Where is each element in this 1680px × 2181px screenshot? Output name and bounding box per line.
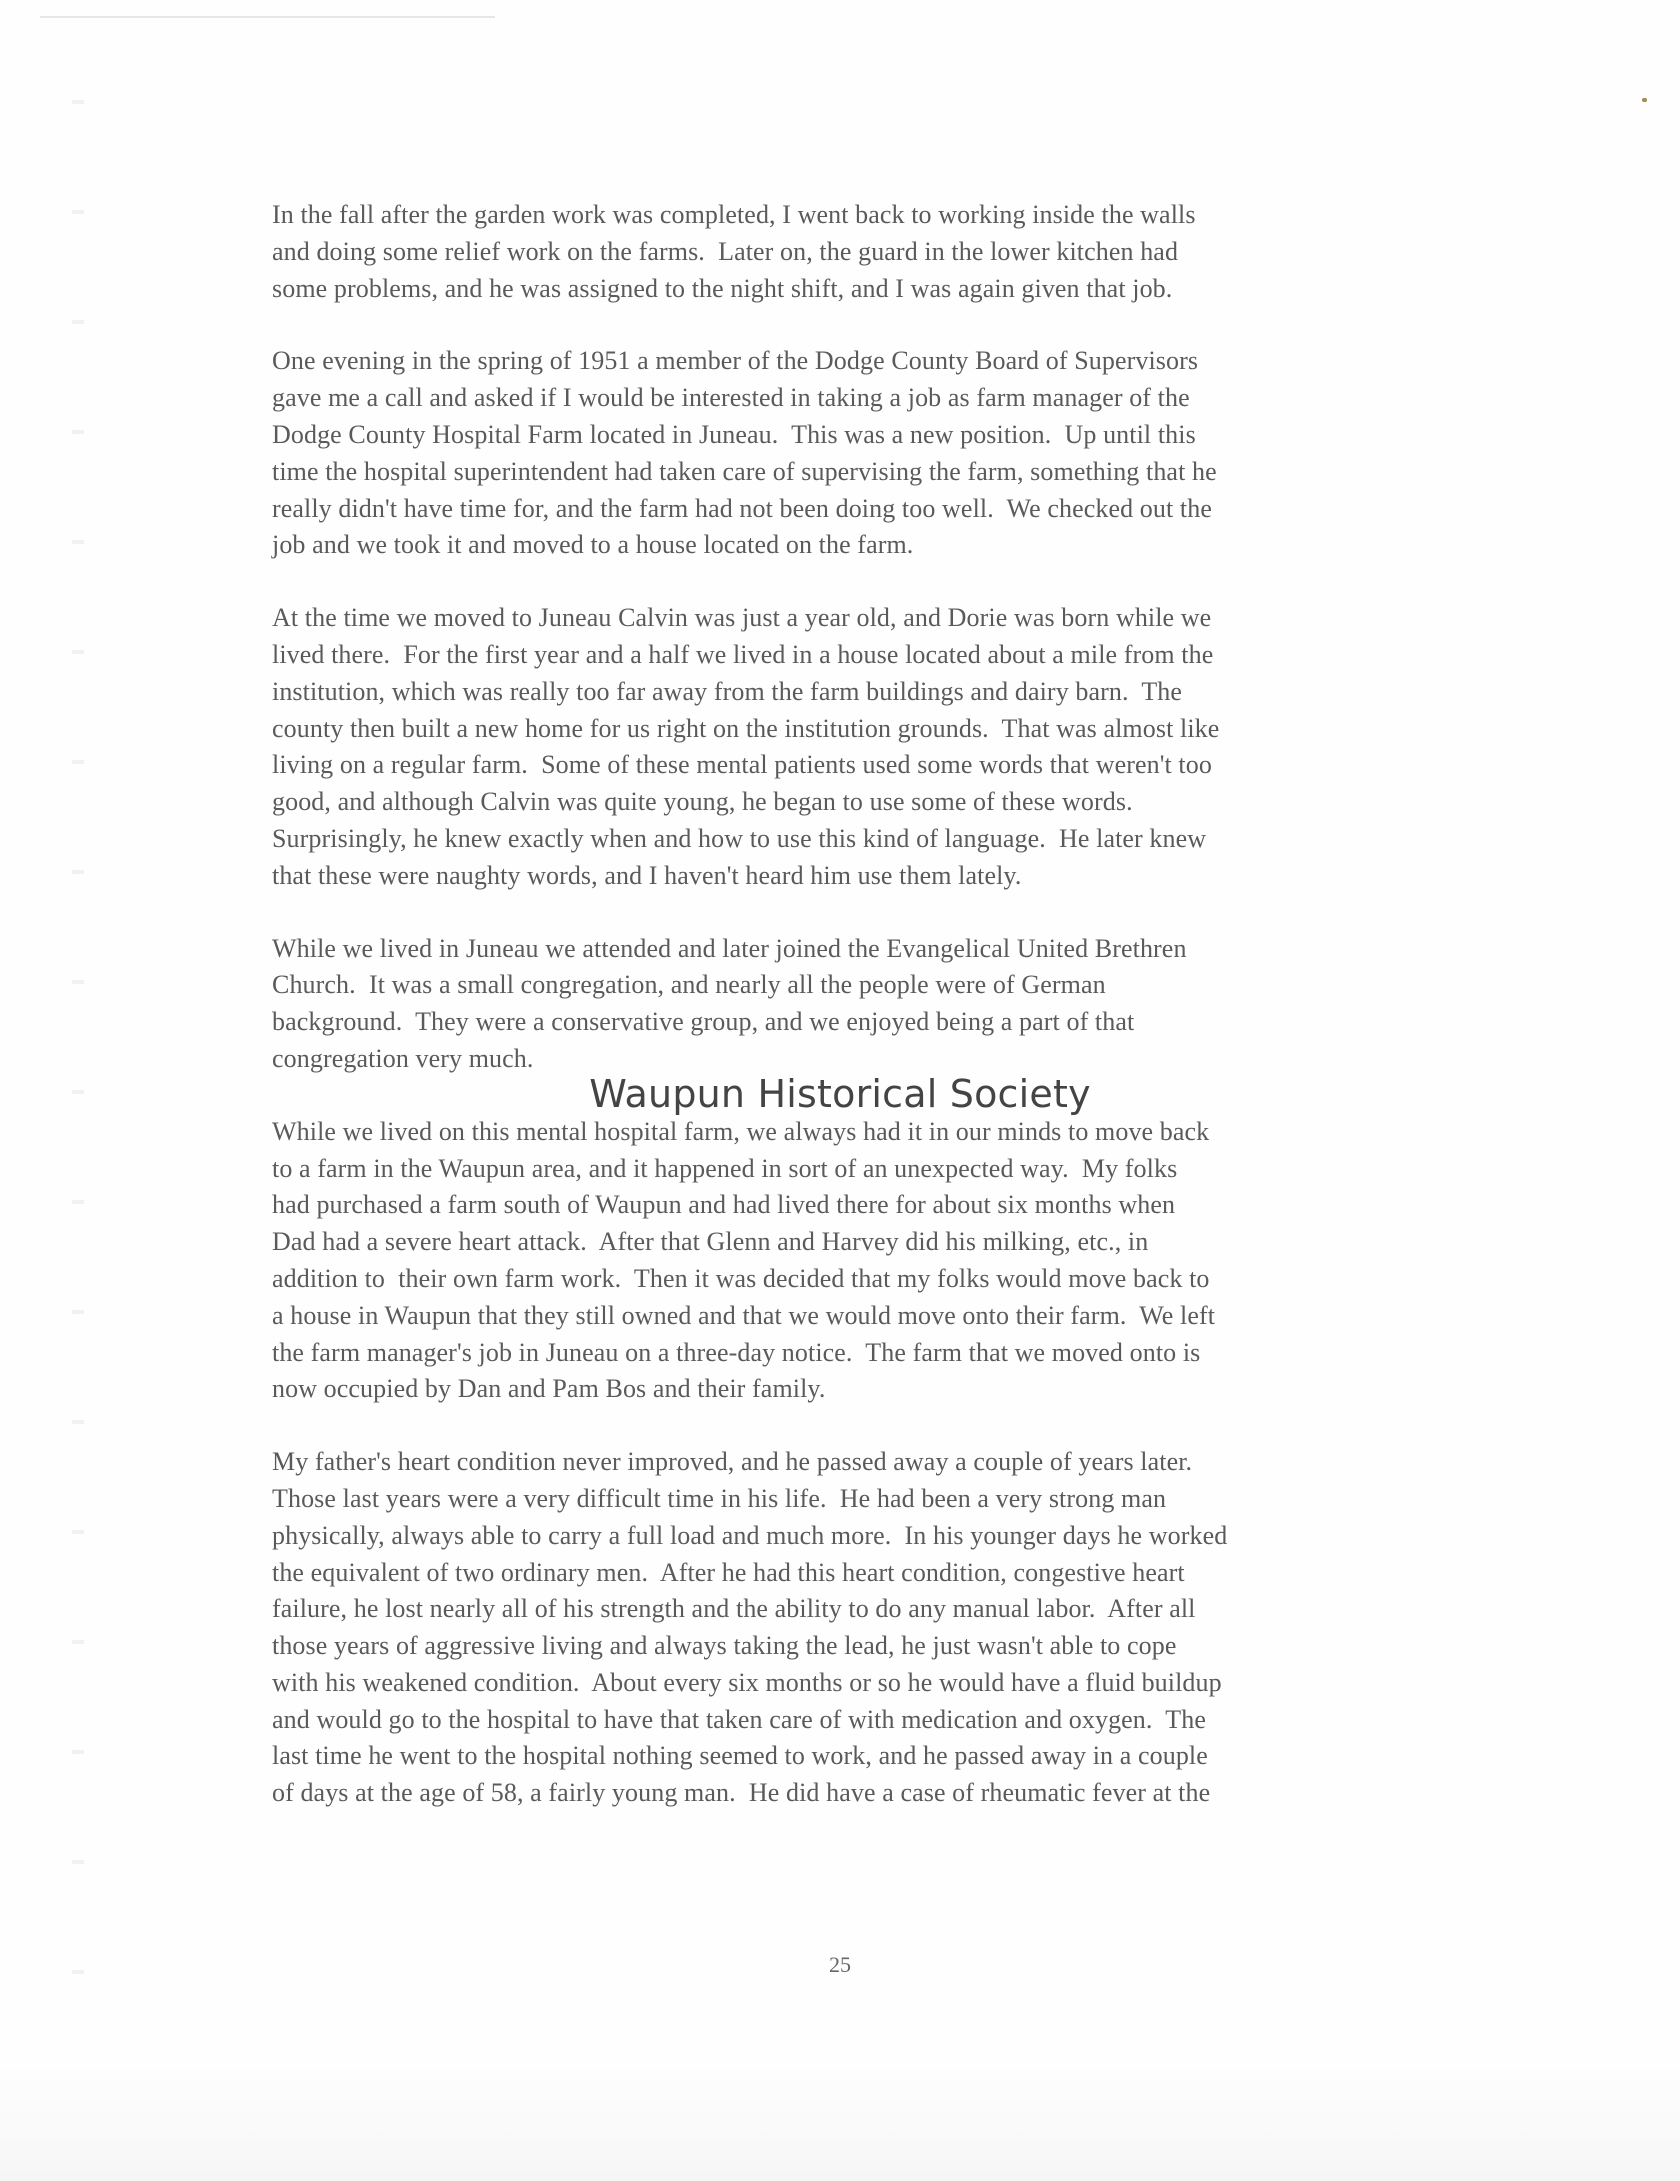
text-line: and doing some relief work on the farms. Later on, the guard in the lower kitchen had	[272, 236, 1179, 266]
text-line: One evening in the spring of 1951 a member of the Dodge County Board of Supervisors	[272, 346, 1199, 376]
scan-edge-line	[40, 16, 495, 18]
text-line: background. They were a conservative group, and we enjoyed being a part of that	[272, 1007, 1135, 1037]
scan-margin-marks	[72, 60, 84, 2080]
text-line: In the fall after the garden work was completed, I went back to working inside the walls	[272, 200, 1196, 229]
paragraph	[272, 600, 1412, 894]
text-line: failure, he lost nearly all of his strength and the ability to do any manual labor. After all	[272, 1594, 1196, 1624]
text-line: Those last years were a very difficult time in his life. He had been a very strong man	[272, 1483, 1167, 1513]
text-line: addition to their own farm work. Then it was decided that my folks would move back to	[272, 1263, 1210, 1293]
text-line: At the time we moved to Juneau Calvin was just a year old, and Dorie was born while we	[272, 603, 1212, 633]
text-line: congregation very much.	[272, 1043, 534, 1073]
paragraph	[272, 197, 1412, 307]
text-line: Dodge County Hospital Farm located in Juneau. This was a new position. Up until this	[272, 419, 1196, 449]
text-line: those years of aggressive living and always taking the lead, he just wasn't able to cope	[272, 1631, 1177, 1661]
text-line: lived there. For the first year and a half we lived in a house located about a mile from the	[272, 639, 1214, 669]
text-line: of days at the age of 58, a fairly young man. He did have a case of rheumatic fever at the	[272, 1778, 1211, 1808]
text-line: the farm manager's job in Juneau on a three-day notice. The farm that we moved onto is	[272, 1337, 1201, 1367]
paragraph	[272, 343, 1412, 564]
text-line: living on a regular farm. Some of these mental patients used some words that weren't too	[272, 750, 1212, 780]
text-line: physically, always able to carry a full load and much more. In his younger days he worked	[272, 1520, 1228, 1550]
text-line: and would go to the hospital to have that taken care of with medication and oxygen. The	[272, 1704, 1206, 1734]
text-line: last time he went to the hospital nothing seemed to work, and he passed away in a couple	[272, 1741, 1208, 1771]
paragraph	[272, 1114, 1412, 1408]
text-line: institution, which was really too far away from the farm buildings and dairy barn. The	[272, 676, 1183, 706]
text-line: Church. It was a small congregation, and nearly all the people were of German	[272, 970, 1106, 1000]
text-line: My father's heart condition never improved, and he passed away a couple of years later.	[272, 1447, 1193, 1477]
text-line: with his weakened condition. About every six months or so he would have a fluid buildup	[272, 1667, 1222, 1697]
scan-speck	[1642, 98, 1647, 102]
text-line: Surprisingly, he knew exactly when and how to use this kind of language. He later knew	[272, 823, 1207, 853]
text-line: the equivalent of two ordinary men. After he had this heart condition, congestive heart	[272, 1557, 1185, 1587]
text-line: county then built a new home for us right on the institution grounds. That was almost like	[272, 713, 1220, 743]
text-line: a house in Waupun that they still owned and that we would move onto their farm. We left	[272, 1300, 1216, 1330]
text-line: time the hospital superintendent had taken care of supervising the farm, something that he	[272, 456, 1217, 486]
text-line: that these were naughty words, and I haven't heard him use them lately.	[272, 860, 1022, 890]
watermark-text: Waupun Historical Society	[589, 1072, 1091, 1116]
text-line: gave me a call and asked if I would be interested in taking a job as farm manager of the	[272, 383, 1190, 413]
text-line: to a farm in the Waupun area, and it happened in sort of an unexpected way. My folks	[272, 1153, 1178, 1183]
text-line: While we lived on this mental hospital farm, we always had it in our minds to move back	[272, 1116, 1210, 1146]
text-line: some problems, and he was assigned to the night shift, and I was again given that job.	[272, 273, 1173, 303]
text-line: While we lived in Juneau we attended and later joined the Evangelical United Brethren	[272, 933, 1187, 963]
text-line: had purchased a farm south of Waupun and had lived there for about six months when	[272, 1190, 1176, 1220]
text-line: good, and although Calvin was quite young, he began to use some of these words.	[272, 787, 1133, 817]
paragraph	[272, 1444, 1412, 1812]
body-text	[272, 197, 1412, 1848]
text-line: really didn't have time for, and the farm had not been doing too well. We checked out the	[272, 493, 1212, 523]
paragraph	[272, 931, 1412, 1078]
text-line: now occupied by Dan and Pam Bos and their family.	[272, 1374, 826, 1404]
page-number: 25	[829, 1952, 851, 1977]
scan-bottom-shade	[0, 2060, 1680, 2181]
text-line: Dad had a severe heart attack. After that Glenn and Harvey did his milking, etc., in	[272, 1227, 1149, 1257]
text-line: job and we took it and moved to a house located on the farm.	[272, 530, 914, 560]
